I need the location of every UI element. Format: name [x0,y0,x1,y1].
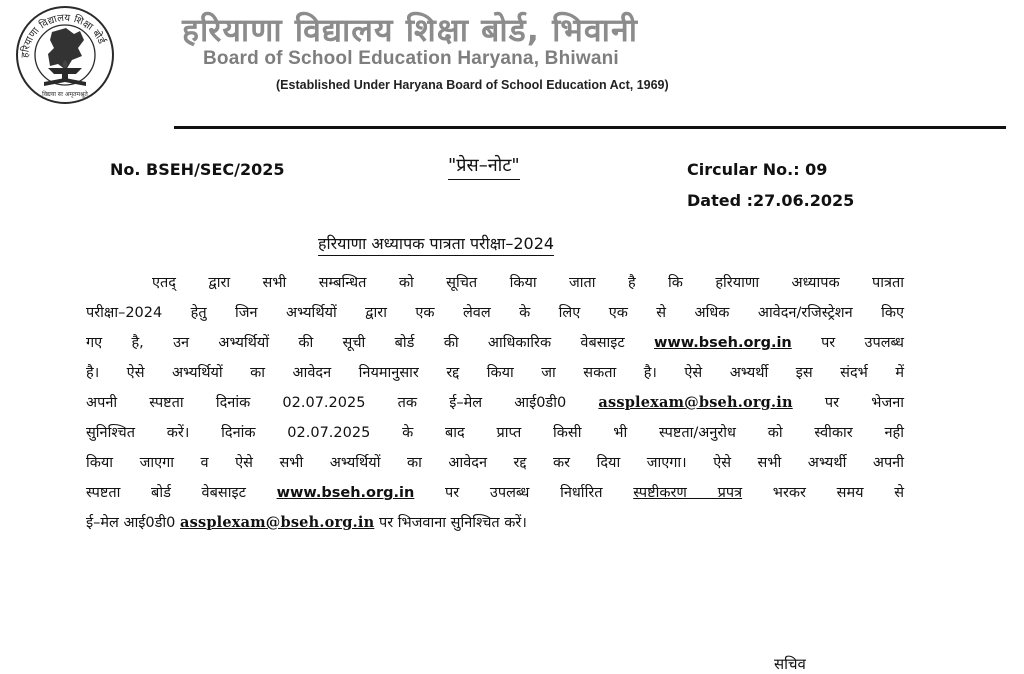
body-line: गए है, उन अभ्यर्थियों की सूची बोर्ड की आधिकारिक वेबसाइट www.bseh.org.in पर उपलब्ध [86,335,905,351]
clarification-form-name: स्पष्टीकरण प्रपत्र [633,485,743,501]
body-line: एतद् द्वारा सभी सम्बन्धित को सूचित किया जाता है कि हरियाणा अध्यापक पात्रता [152,275,905,291]
seal-ring-text: हरियाणा विद्यालय शिक्षा बोर्ड [19,12,107,59]
board-name-hindi: हरियाणा विद्यालय शिक्षा बोर्ड, भिवानी [182,11,639,49]
website-link[interactable]: www.bseh.org.in [276,485,415,501]
established-note: (Established Under Haryana Board of School Education Act, 1969) [276,78,669,92]
website-link[interactable]: www.bseh.org.in [654,335,792,351]
circular-date: Dated :27.06.2025 [687,191,855,210]
notice-body [86,268,904,538]
body-line: है। ऐसे अभ्यर्थियों का आवेदन नियमानुसार रद्द किया जा सकता है। ऐसे अभ्यर्थी इस संदर्भ में [86,365,904,381]
subject-heading: हरियाणा अध्यापक पात्रता परीक्षा–2024 [318,232,554,256]
body-line: सुनिश्चित करें। दिनांक 02.07.2025 के बाद प्राप्त किसी भी स्पष्टता/अनुरोध को स्वीकार नही [86,425,904,441]
email-link[interactable]: assplexam@bseh.org.in [598,394,793,411]
seal-motto: विद्यया सः अमृतमश्नुते [42,91,88,98]
header-divider [174,126,1006,129]
body-line: स्पष्टता बोर्ड वेबसाइट www.bseh.org.in पर उपलब्ध निर्धारित स्पष्टीकरण प्रपत्र भरकर समय से [86,485,905,501]
reference-number: No. BSEH/SEC/2025 [110,160,285,179]
body-line: अपनी स्पष्टता दिनांक 02.07.2025 तक ई–मेल आई0डी0 assplexam@bseh.org.in पर भेजना [86,394,905,411]
body-line: किया जाएगा व ऐसे सभी अभ्यर्थियों का आवेदन रद्द कर दिया जाएगा। ऐसे सभी अभ्यर्थी अपनी [86,455,904,471]
secretary-signature: सचिव [774,655,806,673]
email-link[interactable]: assplexam@bseh.org.in [180,514,375,531]
body-line: ई–मेल आई0डी0 assplexam@bseh.org.in पर भिजवाना सुनिश्चित करें। [86,514,527,531]
circular-number: Circular No.: 09 [687,160,828,179]
board-name-english: Board of School Education Haryana, Bhiwani [203,48,619,69]
body-line: परीक्षा–2024 हेतु जिन अभ्यर्थियों द्वारा एक लेवल के लिए एक से अधिक आवेदन/रजिस्ट्रेशन किए [86,305,904,321]
press-note-title: "प्रेस–नोट" [448,153,520,180]
board-seal-logo [14,4,116,106]
